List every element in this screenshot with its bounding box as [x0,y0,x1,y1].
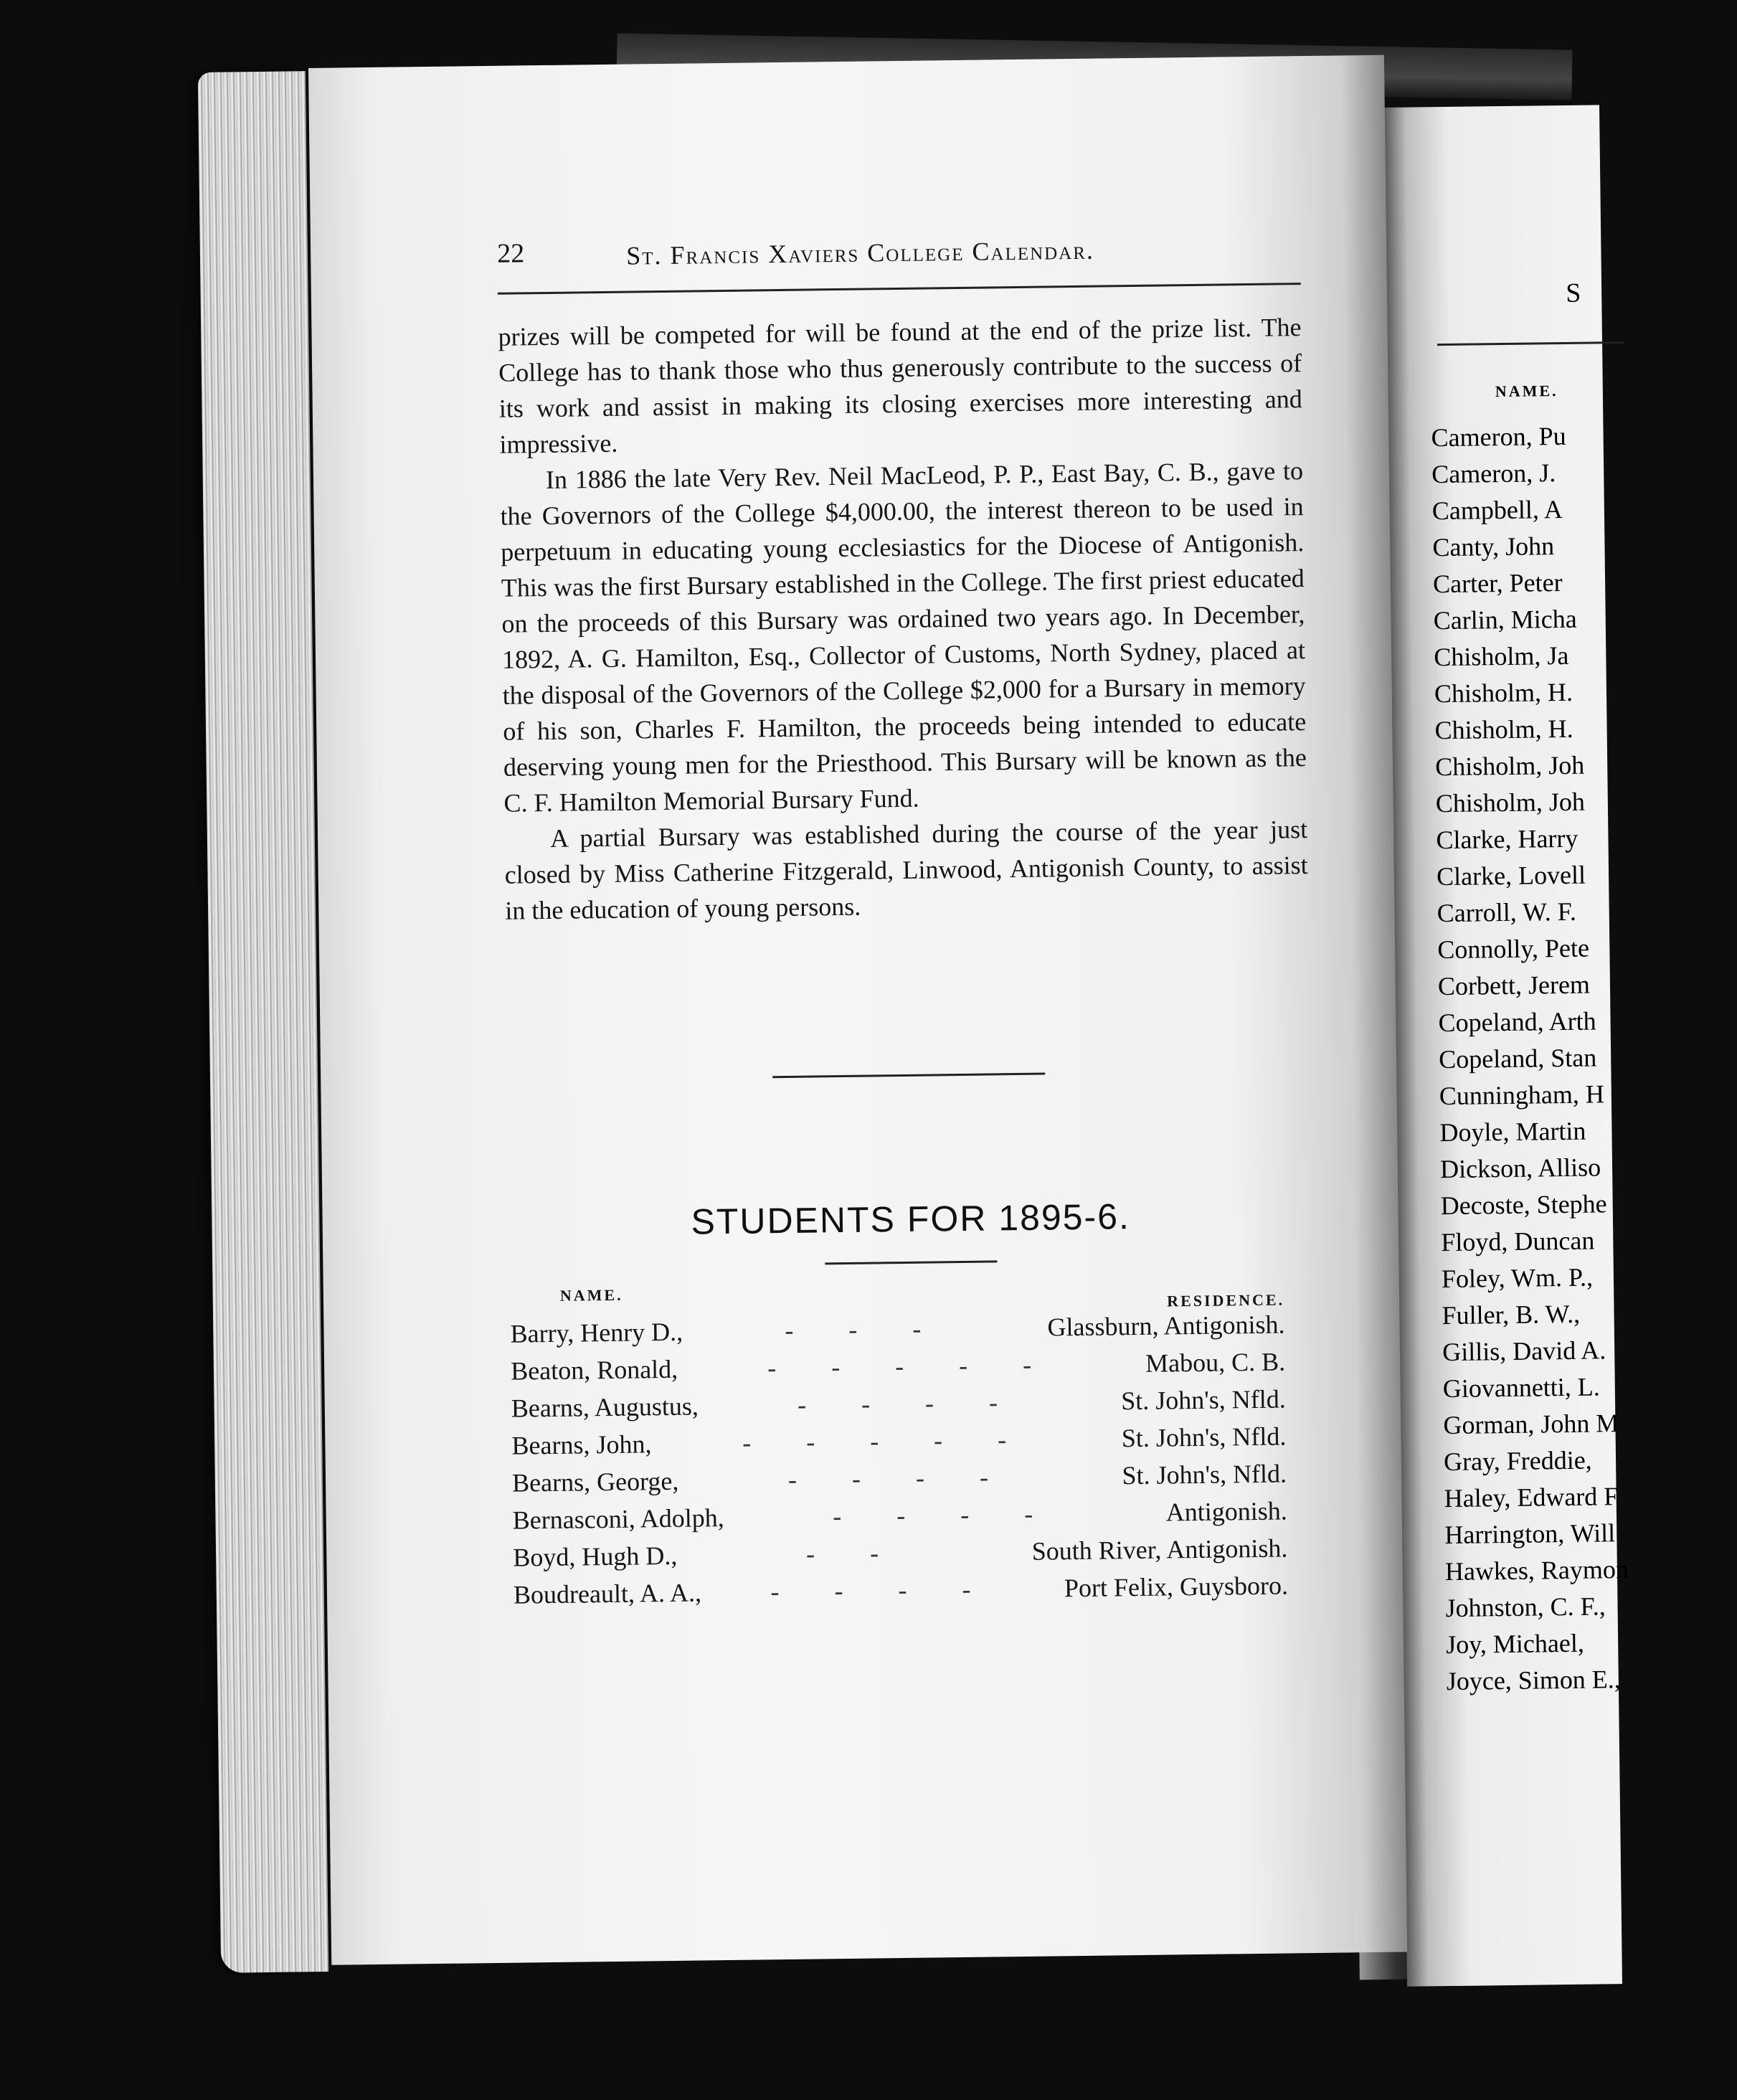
leader-dashes: - - [805,1538,904,1569]
student-name: Bearns, George, [511,1466,679,1498]
title-underline [825,1260,997,1264]
student-residence: Antigonish. [1165,1496,1287,1527]
name-column-header: NAME. [559,1285,623,1305]
right-student-name: Chisholm, Joh [1434,750,1585,782]
paragraph-prizes: prizes will be competed for will be found at the end of the prize list. The College has to thank those who thus generously contribute to the success of its work and assist in making its closing exercises more interesting and impressive. [498,313,1302,459]
right-student-name: Fuller, B. W., [1442,1299,1581,1330]
page-number: 22 [496,238,525,269]
right-head-rule [1437,341,1624,346]
leader-dashes: - - - - [787,1462,1013,1494]
paragraph-partial-bursary: A partial Bursary was established during the course of the year just closed by Miss Catherine Fitzgerald, Linwood, Antigonish County, to assist in the education of young persons. [504,815,1308,925]
student-residence: St. John's, Nfld. [1121,1384,1287,1416]
student-table-header [510,1269,1313,1312]
student-residence: Mabou, C. B. [1145,1347,1286,1378]
right-student-name: Harrington, Will [1444,1518,1616,1550]
right-student-name: Cameron, J. [1431,458,1556,489]
leader-dashes: - - - - - [767,1350,1056,1383]
body-text [498,309,1308,929]
right-student-name: Doyle, Martin [1439,1116,1586,1148]
paragraph-bursary: In 1886 the late Very Rev. Neil MacLeod, P. P., East Bay, C. B., gave to the Governors of the College $4,000.00, the interest thereon to be used in perpetuum in educating young ecclesiastics for the Diocese of Antigonish. This was the first Bursary established in the College. The first priest educated on the proceeds of this Bursary was ordained two years ago. In December, 1892, A. G. Hamilton, Esq., Collector of Customs, North Sydney, placed at the disposal of the Governors of the College $2,000 for a Bursary in memory of his son, Charles F. Hamilton, the proceeds being intended to educate deserving young men for the Priesthood. This Bursary will be known as the C. F. Hamilton Memorial Bursary Fund. [500,456,1307,818]
right-student-name: Copeland, Arth [1438,1006,1596,1038]
student-residence: South River, Antigonish. [1031,1533,1288,1566]
leader-dashes: - - - - [797,1387,1023,1419]
right-student-name: Dickson, Alliso [1439,1153,1601,1184]
running-head [497,228,1301,288]
page-edges [198,71,328,1973]
right-student-name: Giovannetti, L. [1442,1372,1601,1404]
right-running-head: S [1565,278,1581,308]
right-student-name: Floyd, Duncan [1441,1226,1595,1257]
section-title: STUDENTS FOR 1895-6. [691,1196,1131,1242]
right-student-name: Clarke, Lovell [1436,860,1586,891]
right-student-name: Chisholm, H. [1434,677,1573,709]
student-name: Bernasconi, Adolph, [512,1503,724,1535]
right-student-name: Carlin, Micha [1433,604,1577,635]
right-student-name: Cameron, Pu [1431,421,1566,453]
right-student-name: Carter, Peter [1432,568,1563,599]
student-residence: St. John's, Nfld. [1121,1422,1287,1453]
right-student-name: Joyce, Simon E., [1446,1665,1622,1696]
right-student-name: Haley, Edward F [1444,1482,1619,1513]
right-name-column-header: NAME. [1495,382,1558,401]
running-title: St. Francis Xaviers College Calendar. [625,235,1095,270]
leader-dashes: - - - - [832,1499,1058,1531]
student-residence: Port Felix, Guysboro. [1064,1571,1289,1603]
right-student-name: Carroll, W. F. [1437,897,1577,928]
student-residence: St. John's, Nfld. [1122,1459,1287,1490]
right-student-name: Gray, Freddie, [1443,1445,1592,1477]
right-student-name: Chisholm, Ja [1434,640,1569,672]
student-name: Bearns, Augustus, [511,1391,699,1423]
right-student-name: Chisholm, Joh [1435,787,1586,818]
student-name: Boyd, Hugh D., [513,1541,678,1572]
right-student-name: Connolly, Pete [1437,933,1590,965]
right-student-list [1431,419,1733,1703]
right-student-name: Cunningham, H [1439,1079,1605,1111]
right-student-name: Chisholm, H. [1434,714,1573,745]
right-student-name: Foley, Wm. P., [1441,1262,1594,1294]
residence-column-header: RESIDENCE. [1167,1290,1285,1310]
right-page [1384,105,1629,1986]
right-student-name: Clarke, Harry [1436,823,1579,855]
student-list [510,1309,1317,1617]
leader-dashes: - - - [785,1314,946,1345]
student-name: Boudreault, A. A., [513,1578,702,1609]
right-student-name: Hawkes, Raymon [1444,1554,1629,1586]
student-residence: Glassburn, Antigonish. [1047,1310,1285,1342]
leader-dashes: - - - - - [742,1424,1031,1457]
left-page [308,55,1407,1965]
right-student-name: Corbett, Jerem [1437,970,1591,1001]
right-student-name: Canty, John [1432,531,1555,562]
right-student-name: Copeland, Stan [1438,1043,1597,1074]
right-student-name: Gorman, John M [1443,1409,1619,1440]
student-name: Barry, Henry D., [510,1317,683,1348]
leader-dashes: - - - - [770,1574,995,1607]
student-name: Beaton, Ronald, [510,1354,678,1386]
right-student-name: Johnston, C. F., [1445,1591,1606,1623]
right-student-name: Decoste, Stephe [1440,1189,1607,1221]
right-student-name: Joy, Michael, [1445,1628,1585,1660]
student-name: Bearns, John, [511,1429,652,1460]
left-page-content [497,228,1317,1617]
right-student-name: Gillis, David A. [1442,1335,1606,1367]
right-student-name: Campbell, A [1431,495,1563,526]
section-divider [772,1073,1045,1079]
